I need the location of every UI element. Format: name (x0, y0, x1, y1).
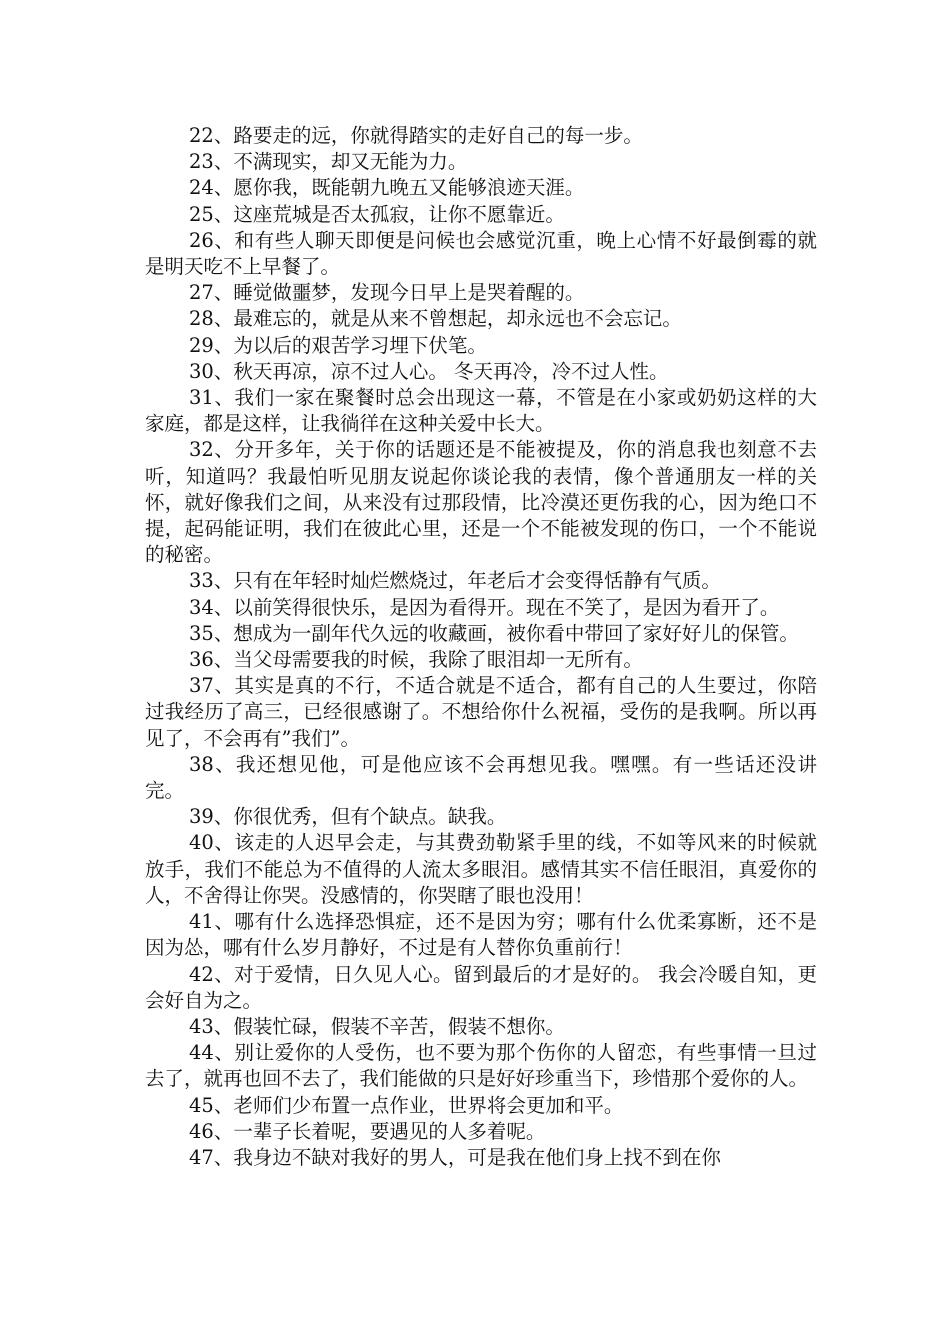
paragraph-22: 22、路要走的远，你就得踏实的走好自己的每一步。 (189, 124, 643, 147)
paragraph-30: 30、秋天再凉，凉不过人心。 冬天再冷，冷不过人性。 (189, 359, 669, 383)
paragraph-44: 44、别让爱你的人受伤，也不要为那个伤你的人留恋，有些事情一旦过去了，就再也回不去了，我们能做的只是好好珍重当下，珍惜那个爱你的人。 (145, 1041, 817, 1091)
paragraph-24: 24、愿你我，既能朝九晚五又能够浪迹天涯。 (189, 176, 585, 200)
paragraph-31: 31、我们一家在聚餐时总会出现这一幕，不管是在小家或奶奶这样的大家庭，都是这样，让我徜徉在这种关爱中长大。 (145, 386, 817, 436)
paragraph-28: 28、最难忘的，就是从来不曾想起，却永远也不会忘记。 (189, 307, 682, 331)
paragraph-38: 38、我还想见他，可是他应该不会再想见我。嘿嘿。有一些话还没讲完。 (145, 752, 817, 803)
paragraph-26: 26、和有些人聊天即便是问候也会感觉沉重，晚上心情不好最倒霉的就是明天吃不上早餐了。 (145, 228, 817, 279)
paragraph-39: 39、你很优秀，但有个缺点。缺我。 (189, 805, 507, 829)
paragraph-37: 37、其实是真的不行，不适合就是不适合，都有自己的人生要过，你陪过我经历了高三，已经很感谢了。不想给你什么祝福，受伤的是我啊。所以再见了，不会再有”我们”。 (145, 674, 817, 750)
paragraph-42: 42、对于爱情，日久见人心。留到最后的才是好的。 我会冷暖自知，更会好自为之。 (145, 962, 817, 1012)
paragraph-32: 32、分开多年，关于你的话题还是不能被提及，你的消息我也刻意不去听，知道吗？我最怕听见朋友说起你谈论我的表情，像个普通朋友一样的关怀，就好像我们之间，从来没有过那段情，比冷漠还更伤我的心，因为绝口不提，起码能证明，我们在彼此心里，还是一个不能被发现的伤口，一个不能说的秘密。 (145, 438, 817, 567)
paragraph-40: 40、该走的人迟早会走，与其费劲勒紧手里的线，不如等风来的时候就放手，我们不能总为不值得的人流太多眼泪。感情其实不信任眼泪，真爱你的人，不舍得让你哭。没感情的，你哭瞎了眼也没用！ (145, 831, 817, 907)
paragraph-27: 27、睡觉做噩梦，发现今日早上是哭着醒的。 (189, 281, 585, 305)
paragraph-46: 46、一辈子长着呢，要遇见的人多着呢。 (189, 1119, 546, 1143)
paragraph-33: 33、只有在年轻时灿烂燃烧过，年老后才会变得恬静有气质。 (189, 569, 721, 593)
paragraph-35: 35、想成为一副年代久远的收藏画，被你看中带回了家好好儿的保管。 (189, 621, 799, 645)
paragraph-29: 29、为以后的艰苦学习埋下伏笔。 (189, 333, 487, 357)
paragraph-23: 23、不满现实，却又无能为力。 (189, 150, 468, 174)
paragraph-41: 41、哪有什么选择恐惧症，还不是因为穷；哪有什么优柔寡断，还不是因为怂，哪有什么岁月静好，不过是有人替你负重前行！ (145, 910, 817, 960)
paragraph-45: 45、老师们少布置一点作业，世界将会更加和平。 (189, 1093, 624, 1117)
paragraph-36: 36、当父母需要我的时候，我除了眼泪却一无所有。 (189, 648, 643, 672)
paragraph-25: 25、这座荒城是否太孤寂，让你不愿靠近。 (189, 202, 565, 226)
document-body (145, 123, 817, 1171)
paragraph-34: 34、以前笑得很快乐，是因为看得开。现在不笑了，是因为看开了。 (189, 595, 780, 619)
paragraph-47: 47、我身边不缺对我好的男人，可是我在他们身上找不到在你 (189, 1145, 721, 1169)
paragraph-43: 43、假装忙碌，假装不辛苦，假装不想你。 (189, 1014, 565, 1038)
